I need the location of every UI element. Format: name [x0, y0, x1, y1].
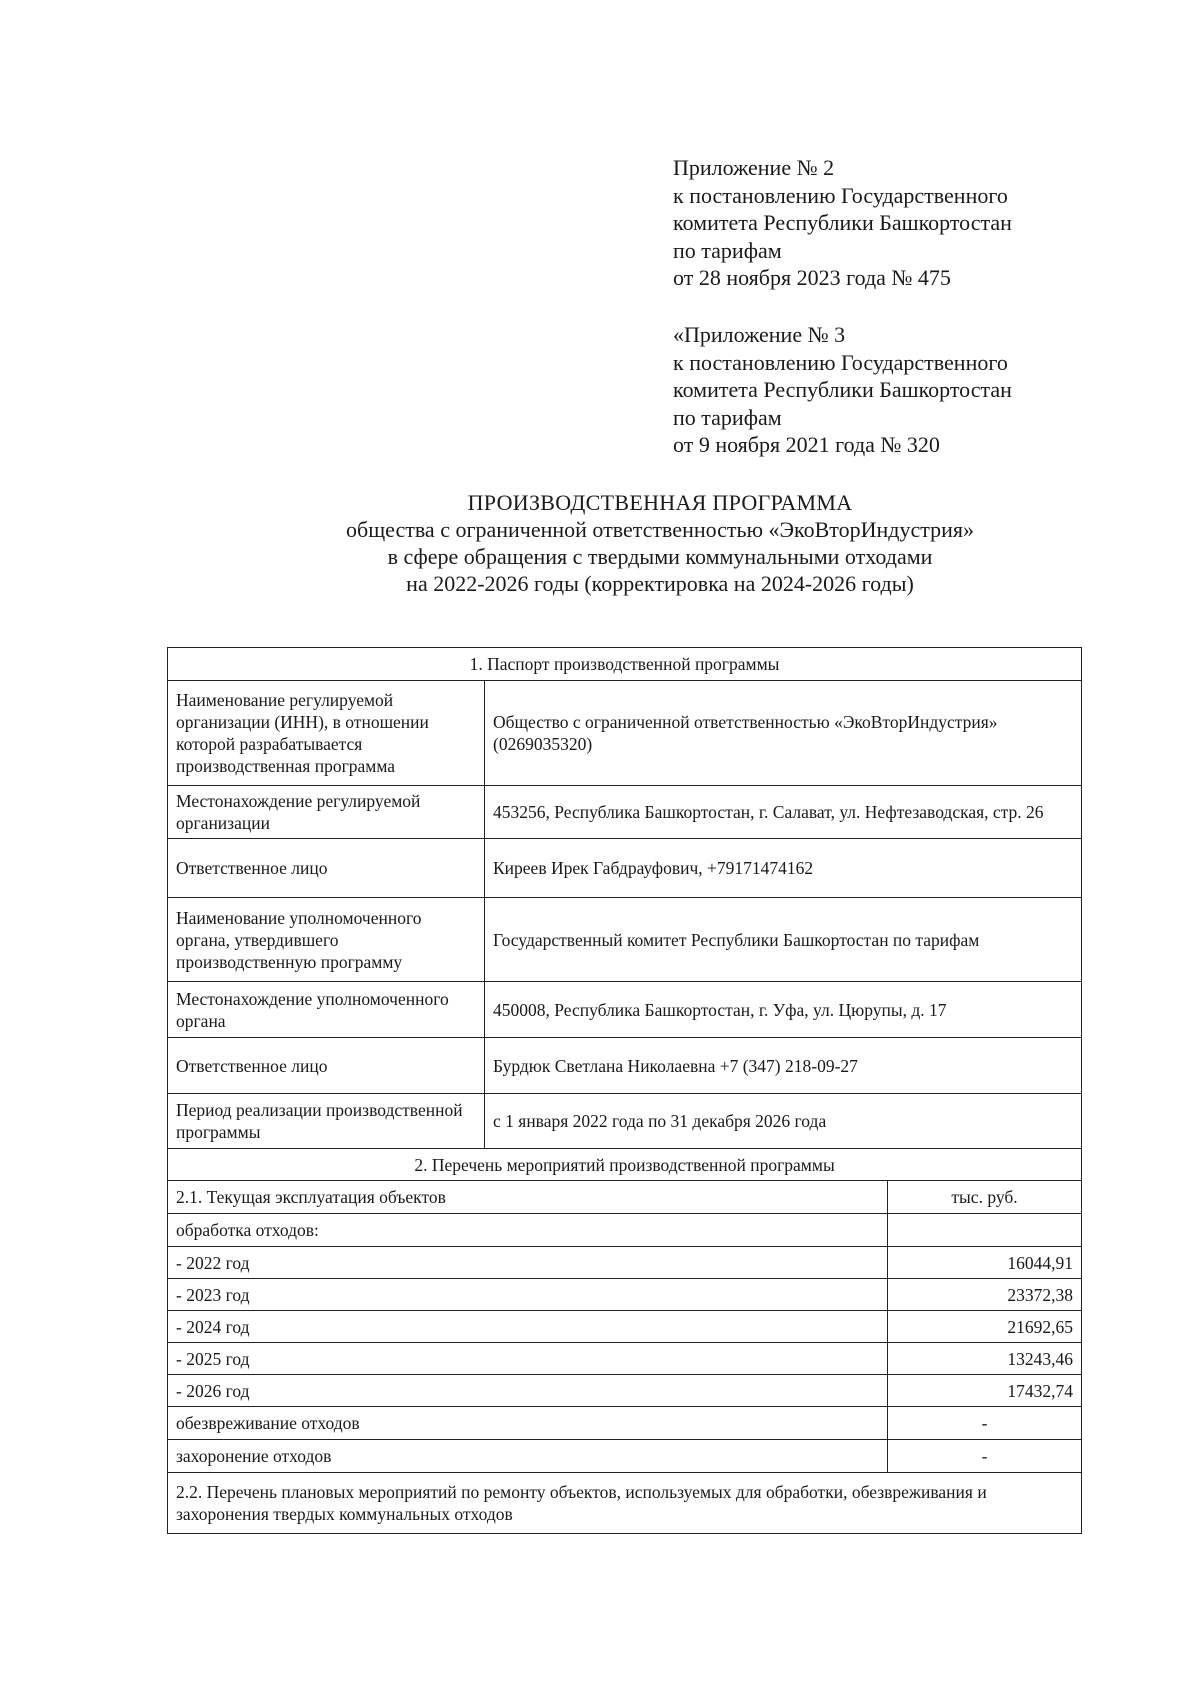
table-row	[168, 1440, 1082, 1473]
program-table	[167, 647, 1082, 1534]
appendix-original-line: комитета Республики Башкортостан	[673, 377, 1012, 402]
passport-value: Общество с ограниченной ответственностью «ЭкоВторИндустрия» (0269035320)	[485, 681, 1082, 786]
year-value: 23372,38	[888, 1279, 1082, 1311]
burial-value: -	[888, 1440, 1082, 1473]
title-line: общества с ограниченной ответственностью «ЭкоВторИндустрия»	[346, 517, 974, 542]
processing-label: обработка отходов:	[168, 1214, 888, 1247]
empty-cell	[888, 1214, 1082, 1247]
appendix-current-line: Приложение № 2	[673, 155, 835, 180]
year-value: 16044,91	[888, 1247, 1082, 1279]
passport-value: Киреев Ирек Габдрауфович, +79171474162	[485, 839, 1082, 898]
table-row	[168, 1181, 1082, 1214]
appendix-original-block	[673, 321, 1143, 459]
year-label: - 2025 год	[168, 1343, 888, 1375]
passport-label: Наименование уполномоченного органа, утвердившего производственную программу	[168, 898, 485, 982]
table-row	[168, 1311, 1082, 1343]
year-value: 17432,74	[888, 1375, 1082, 1407]
table-row	[168, 1407, 1082, 1440]
table-row	[168, 786, 1082, 839]
table-row	[168, 681, 1082, 786]
appendix-current-line: от 28 ноября 2023 года № 475	[673, 265, 951, 290]
table-row	[168, 1247, 1082, 1279]
passport-label: Период реализации производственной программы	[168, 1094, 485, 1149]
table-row	[168, 1375, 1082, 1407]
passport-label: Ответственное лицо	[168, 1038, 485, 1094]
table-row	[168, 1038, 1082, 1094]
year-label: - 2022 год	[168, 1247, 888, 1279]
passport-label: Местонахождение регулируемой организации	[168, 786, 485, 839]
table-row	[168, 1149, 1082, 1181]
year-label: - 2024 год	[168, 1311, 888, 1343]
neutralization-value: -	[888, 1407, 1082, 1440]
passport-label: Ответственное лицо	[168, 839, 485, 898]
title-line: в сфере обращения с твердыми коммунальными отходами	[387, 544, 933, 569]
passport-value: с 1 января 2022 года по 31 декабря 2026 года	[485, 1094, 1082, 1149]
appendix-current-line: комитета Республики Башкортостан	[673, 210, 1012, 235]
appendix-original-line: «Приложение № 3	[673, 322, 846, 347]
table-row	[168, 898, 1082, 982]
appendix-current-line: по тарифам	[673, 237, 782, 263]
table-row	[168, 648, 1082, 681]
passport-value: Бурдюк Светлана Николаевна +7 (347) 218-09-27	[485, 1038, 1082, 1094]
measures-header: 2. Перечень мероприятий производственной программы	[168, 1149, 1082, 1181]
year-value: 13243,46	[888, 1343, 1082, 1375]
passport-label: Местонахождение уполномоченного органа	[168, 982, 485, 1038]
table-row	[168, 1279, 1082, 1311]
passport-value: 453256, Республика Башкортостан, г. Салават, ул. Нефтезаводская, стр. 26	[485, 786, 1082, 839]
appendix-original-line: по тарифам	[673, 404, 782, 430]
table-row	[168, 1094, 1082, 1149]
burial-label: захоронение отходов	[168, 1440, 888, 1473]
unit-label: тыс. руб.	[888, 1181, 1082, 1214]
repair-measures-label: 2.2. Перечень плановых мероприятий по ремонту объектов, используемых для обработки, обезвреживания и захоронения твердых коммунальных отходов	[168, 1473, 1082, 1534]
title-line: на 2022-2026 годы (корректировка на 2024-2026 годы)	[406, 571, 914, 596]
passport-value: 450008, Республика Башкортостан, г. Уфа, ул. Цюрупы, д. 17	[485, 982, 1082, 1038]
title-heading: ПРОИЗВОДСТВЕННАЯ ПРОГРАММА	[467, 490, 853, 515]
neutralization-label: обезвреживание отходов	[168, 1407, 888, 1440]
appendix-current-block	[673, 154, 1143, 292]
document-title	[160, 489, 1160, 597]
year-label: - 2026 год	[168, 1375, 888, 1407]
table-row	[168, 1473, 1082, 1534]
year-label: - 2023 год	[168, 1279, 888, 1311]
current-ops-label: 2.1. Текущая эксплуатация объектов	[168, 1181, 888, 1214]
table-row	[168, 982, 1082, 1038]
passport-header: 1. Паспорт производственной программы	[168, 648, 1082, 681]
passport-label: Наименование регулируемой организации (ИНН), в отношении которой разрабатывается производственная программа	[168, 681, 485, 786]
table-row	[168, 839, 1082, 898]
appendix-original-line: к постановлению Государственного	[673, 349, 1008, 375]
table-row	[168, 1214, 1082, 1247]
table-row	[168, 1343, 1082, 1375]
appendix-current-line: к постановлению Государственного	[673, 182, 1008, 208]
appendix-original-line: от 9 ноября 2021 года № 320	[673, 432, 940, 457]
year-value: 21692,65	[888, 1311, 1082, 1343]
passport-value: Государственный комитет Республики Башкортостан по тарифам	[485, 898, 1082, 982]
